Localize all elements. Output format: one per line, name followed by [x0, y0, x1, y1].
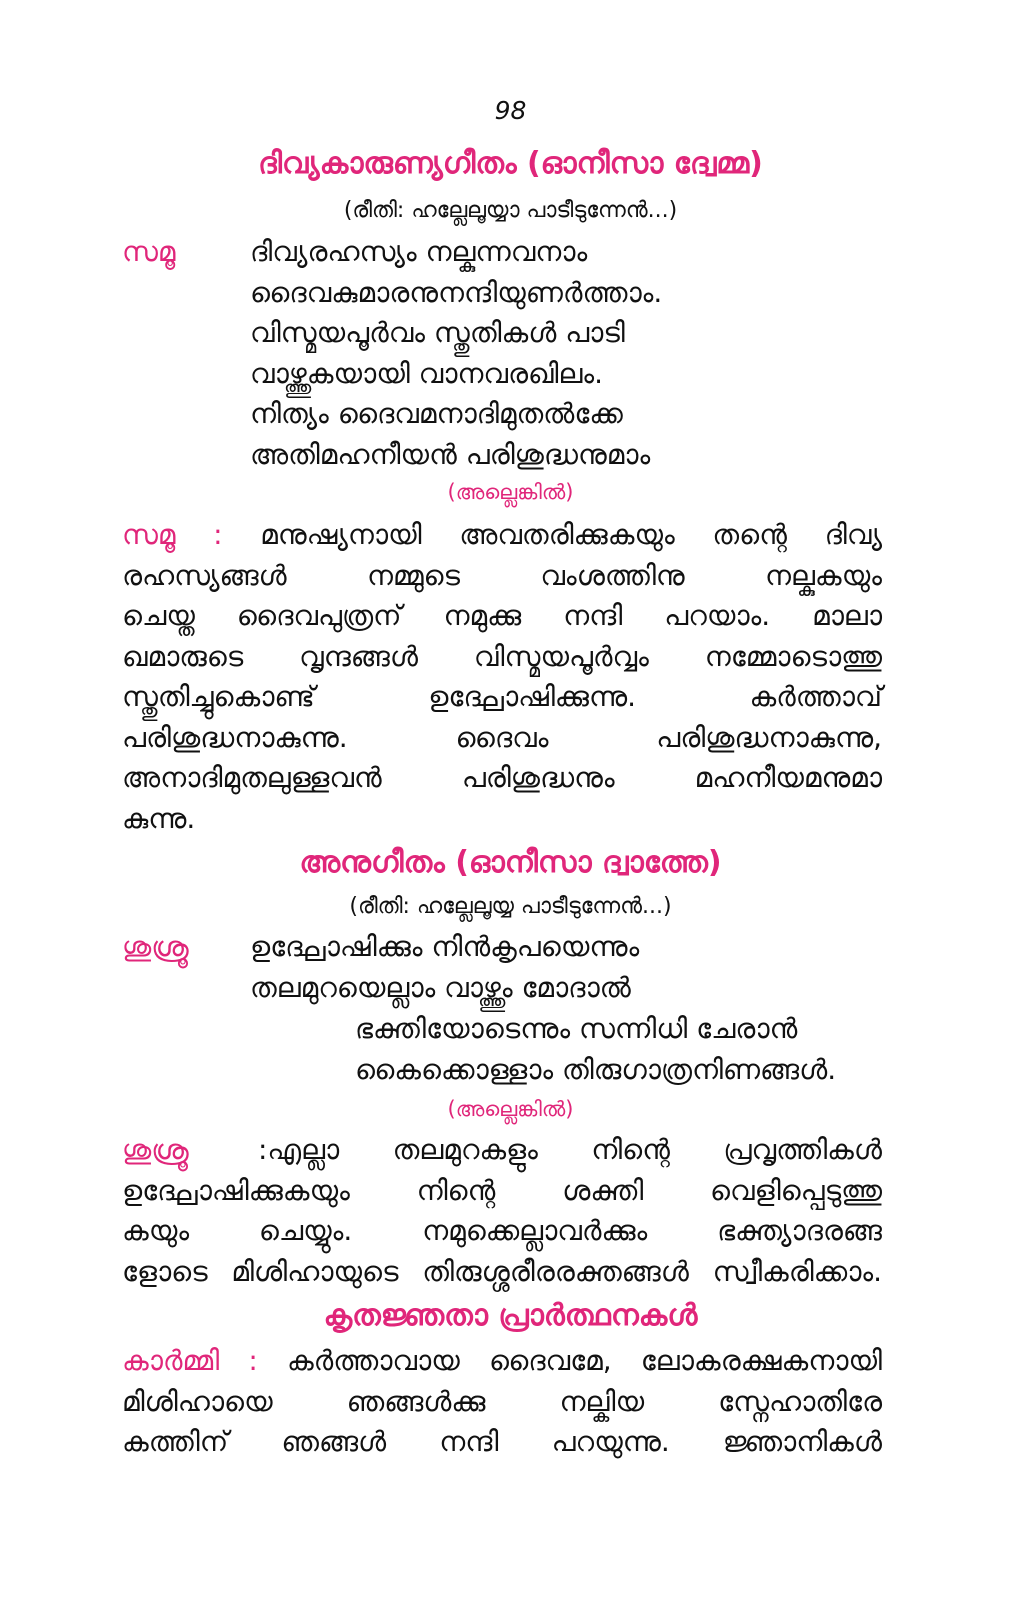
verse-line: ദിവ്യരഹസ്യം നല്കുന്നവനാം [250, 235, 588, 268]
prose-speaker-label-3: കാർമ്മി : [122, 1344, 258, 1377]
verse-line: കൈക്കൊള്ളാം തിരുഗാത്രനിണങ്ങൾ. [355, 1053, 837, 1086]
speaker-label-1: സമൂ [122, 235, 176, 268]
section-title-2: അനുഗീതം (ഓനീസാ ദ്വാത്തേ) [299, 845, 722, 880]
prose-line: കാർമ്മി : കർത്താവായ ദൈവമേ, ലോകരക്ഷകനായി [122, 1344, 882, 1377]
prose-line: കുന്നു. [122, 802, 196, 835]
verse-line: വിസ്മയപൂർവം സ്തുതികൾ പാടി [250, 316, 625, 349]
section-title-1: ദിവ്യകാരുണ്യഗീതം (ഓനീസാ ദ്വേമ്മ) [258, 146, 763, 181]
verse-line: വാഴ്ത്തുകയായി വാനവരഖിലം. [250, 357, 604, 390]
prose-line: പരിശുദ്ധനാകുന്നു. ദൈവം പരിശുദ്ധനാകുന്നു, [122, 721, 882, 754]
verse-line: നിത്യം ദൈവമനാദിമുതൽക്കേ [250, 397, 623, 430]
speaker-label-2: ശുശ്രൂ [122, 930, 189, 963]
section-title-3: കൃതജ്ഞതാ പ്രാർത്ഥനകൾ [323, 1298, 698, 1333]
tune-note-1: (രീതി: ഹല്ലേലൂയ്യാ പാടീടുന്നേൻ...) [343, 198, 678, 223]
prose-speaker-label-2: ശുശ്രൂ [122, 1133, 189, 1166]
prose-line: :എല്ലാ തലമുറകളും നിന്റെ പ്രവൃത്തികൾ [258, 1133, 882, 1166]
page-number: 98 [494, 96, 527, 125]
prose-line: രഹസ്യങ്ങൾ നമ്മുടെ വംശത്തിനു നല്കുകയും [122, 559, 882, 592]
prose-speaker-label-1: സമൂ : [122, 518, 223, 551]
prose-line: കയും ചെയ്യും. നമുക്കെല്ലാവർക്കും ഭക്ത്യാദരങ്ങ [122, 1214, 882, 1247]
prose-line: ഉദ്ഘോഷിക്കുകയും നിന്റെ ശക്തി വെളിപ്പെടുത്തു [122, 1174, 882, 1207]
prose-line: മിശിഹായെ ഞങ്ങൾക്കു നല്കിയ സ്നേഹാതിരേ [122, 1385, 882, 1418]
prose-line: ചെയ്ത ദൈവപുത്രന് നമുക്കു നന്ദി പറയാം. മാലാ [122, 599, 882, 632]
verse-line: ഉദ്ഘോഷിക്കും നിൻകൃപയെന്നും [250, 930, 640, 963]
alternative-marker-2: (അല്ലെങ്കിൽ) [447, 1097, 574, 1121]
prose-line: ളോടെ മിശിഹായുടെ തിരുശ്ശരീരരക്തങ്ങൾ സ്വീകരിക്കാം. [122, 1255, 882, 1288]
verse-line: ഭക്തിയോടെന്നും സന്നിധി ചേരാൻ [355, 1012, 798, 1045]
verse-line: തലമുറയെല്ലാം വാഴ്ത്തും മോദാൽ [250, 971, 631, 1004]
prose-line: ഖമാരുടെ വൃന്ദങ്ങൾ വിസ്മയപൂർവ്വം നമ്മോടൊത്തു [122, 640, 882, 673]
alternative-marker-1: (അല്ലെങ്കിൽ) [447, 480, 574, 504]
prose-line: സ്തുതിച്ചുകൊണ്ട് ഉദ്ഘോഷിക്കുന്നു. കർത്താവ് [122, 680, 882, 713]
verse-line: അതിമഹനീയൻ പരിശുദ്ധനുമാം [250, 438, 651, 471]
verse-line: ദൈവകുമാരനുനന്ദിയുണർത്താം. [250, 276, 663, 309]
prose-line: സമൂ : മനുഷ്യനായി അവതരിക്കുകയും തന്റെ ദിവ്യ [122, 518, 882, 551]
prose-line: അനാദിമുതലുള്ളവൻ പരിശുദ്ധനും മഹനീയമനുമാ [122, 761, 882, 794]
tune-note-2: (രീതി: ഹല്ലേലൂയ്യ പാടീടുന്നേൻ...) [349, 894, 672, 919]
prose-line: കത്തിന് ഞങ്ങൾ നന്ദി പറയുന്നു. ജ്ഞാനികൾ [122, 1425, 882, 1458]
